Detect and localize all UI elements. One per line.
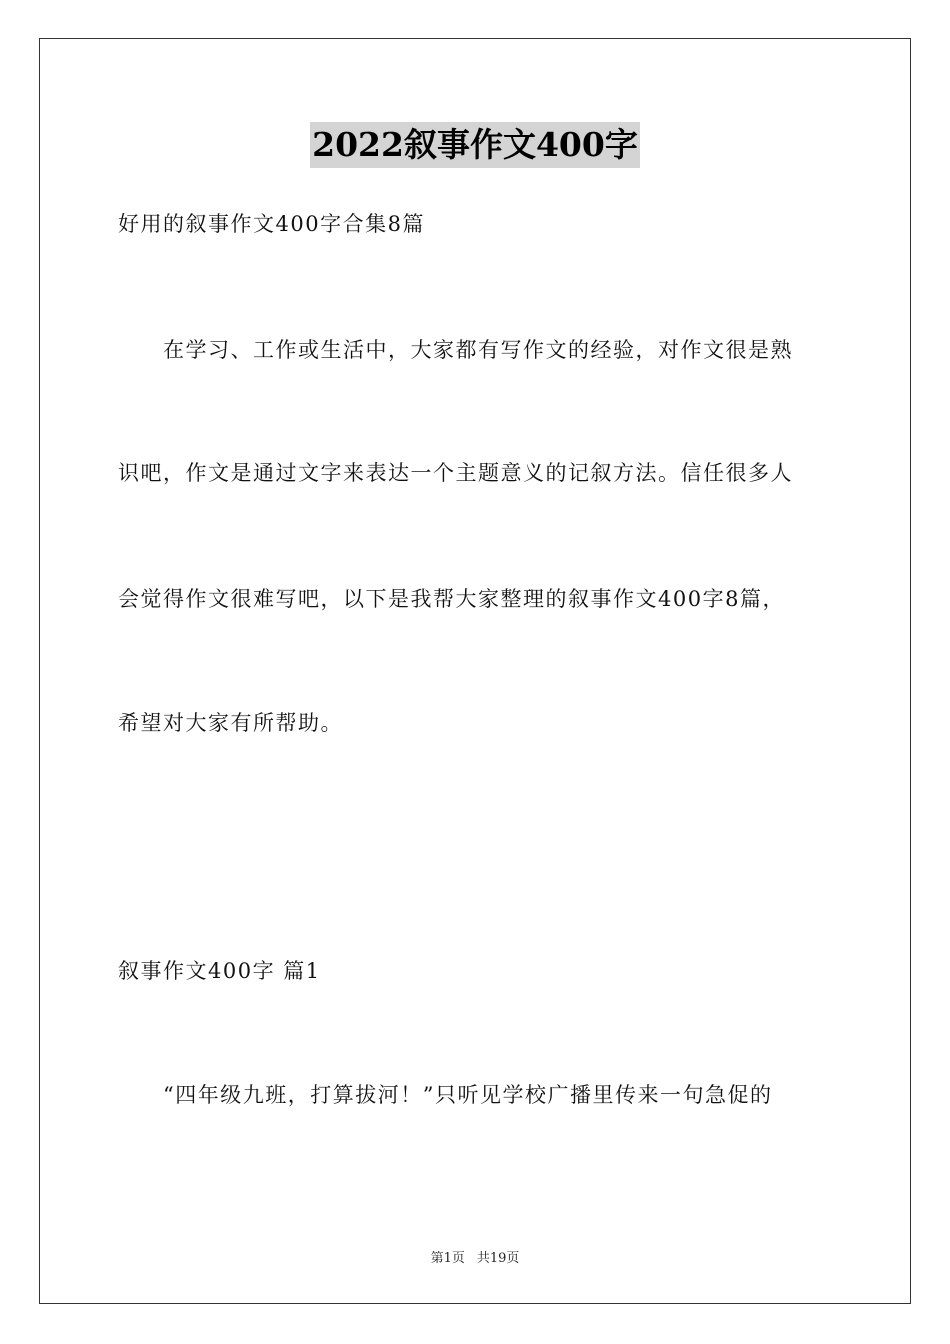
document-title: 2022叙事作文400字 bbox=[310, 122, 640, 168]
intro-line-2: 识吧，作文是通过文字来表达一个主题意义的记叙方法。信任很多人 bbox=[118, 461, 793, 485]
page-number-total: 共19页 bbox=[476, 1251, 520, 1266]
page-footer bbox=[0, 1247, 950, 1266]
page-number-current: 第1页 bbox=[430, 1251, 465, 1266]
title-container bbox=[0, 122, 950, 168]
document-subtitle: 好用的叙事作文400字合集8篇 bbox=[118, 212, 425, 236]
intro-line-4: 希望对大家有所帮助。 bbox=[118, 711, 343, 735]
section-heading: 叙事作文400字 篇1 bbox=[118, 959, 321, 983]
intro-line-3: 会觉得作文很难写吧，以下是我帮大家整理的叙事作文400字8篇， bbox=[118, 587, 785, 611]
section-paragraph-line-1: “四年级九班，打算拔河！”只听见学校广播里传来一句急促的 bbox=[163, 1083, 773, 1107]
intro-line-1: 在学习、工作或生活中，大家都有写作文的经验，对作文很是熟 bbox=[163, 338, 793, 362]
